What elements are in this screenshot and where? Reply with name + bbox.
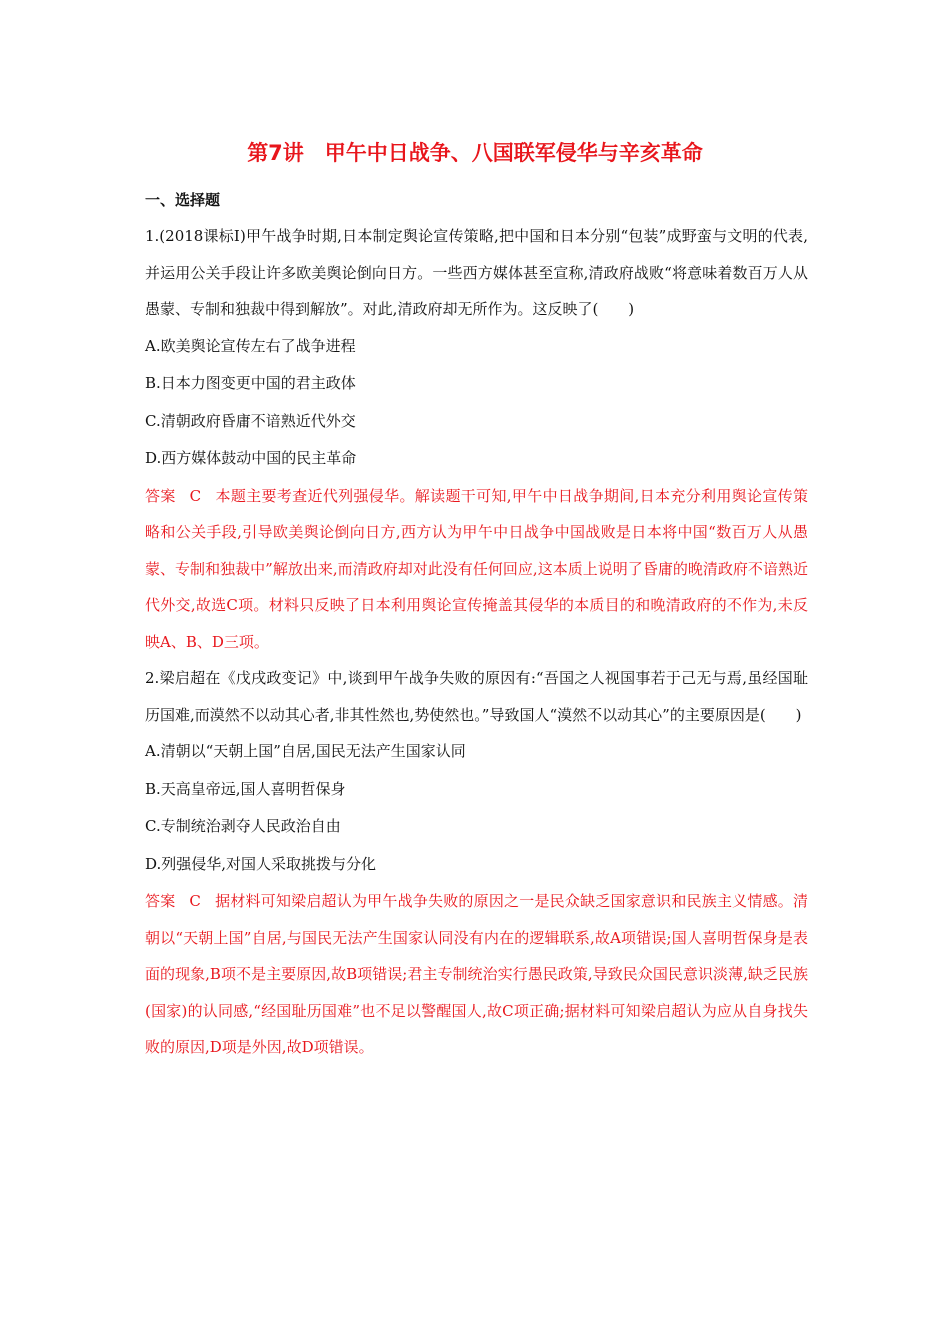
answer-label: 答案	[145, 892, 176, 910]
page-title: 第7讲 甲午中日战争、八国联军侵华与辛亥革命	[247, 141, 703, 165]
answer-explanation	[145, 478, 808, 661]
question-2	[145, 660, 808, 1066]
answer-text: 本题主要考查近代列强侵华。解读题干可知,甲午中日战争期间,日本充分利用舆论宣传策略和公关手段,引导欧美舆论倒向日方,西方认为甲午中日战争中国战败是日本将中国“数百万人从愚蒙、专制和独裁中”解放出来,而清政府却对此没有任何回应,这本质上说明了昏庸的晚清政府不谙熟近代外交,故选C项。材料只反映了日本利用舆论宣传掩盖其侵华的本质目的和晚清政府的不作为,未反映A、B、D三项。	[145, 486, 808, 651]
answer-label: 答案	[145, 486, 176, 505]
option-d: D.列强侵华,对国人采取挑拨与分化	[145, 854, 377, 873]
answer-choice: C	[189, 486, 202, 505]
option-a: A.清朝以“天朝上国”自居,国民无法产生国家认同	[145, 742, 466, 760]
question-stem: 1.(2018课标Ⅰ)甲午战争时期,日本制定舆论宣传策略,把中国和日本分别“包装”成野蛮与文明的代表,并运用公关手段让许多欧美舆论倒向日方。一些西方媒体甚至宣称,清政府战败“将意味着数百万人从愚蒙、专制和独裁中得到解放”。对此,清政府却无所作为。这反映了( )	[145, 227, 808, 318]
option-b: B.天高皇帝远,国人喜明哲保身	[145, 779, 346, 798]
option-d: D.西方媒体鼓动中国的民主革命	[145, 449, 357, 467]
question-stem: 2.梁启超在《戊戌政变记》中,谈到甲午战争失败的原因有:“吾国之人视国事若于己无与焉,虽经国耻历国难,而漠然不以动其心者,非其性然也,势使然也。”导致国人“漠然不以动其心”的主要原因是( )	[145, 669, 808, 724]
answer-explanation	[145, 883, 808, 1066]
option-b: B.日本力图变更中国的君主政体	[145, 374, 356, 392]
answer-choice: C	[189, 892, 201, 910]
question-1	[145, 218, 808, 660]
option-c: C.清朝政府昏庸不谙熟近代外交	[145, 411, 356, 430]
section-heading: 一、选择题	[145, 191, 221, 209]
option-c: C.专制统治剥夺人民政治自由	[145, 817, 341, 835]
option-a: A.欧美舆论宣传左右了战争进程	[145, 336, 356, 355]
answer-text: 据材料可知梁启超认为甲午战争失败的原因之一是民众缺乏国家意识和民族主义情感。清朝以“天朝上国”自居,与国民无法产生国家认同没有内在的逻辑联系,故A项错误;国人喜明哲保身是表面的现象,B项不是主要原因,故B项错误;君主专制统治实行愚民政策,导致民众国民意识淡薄,缺乏民族(国家)的认同感,“经国耻历国难”也不足以警醒国人,故C项正确;据材料可知梁启超认为应从自身找失败的原因,D项是外因,故D项错误。	[145, 892, 808, 1056]
document-content	[145, 186, 808, 1066]
